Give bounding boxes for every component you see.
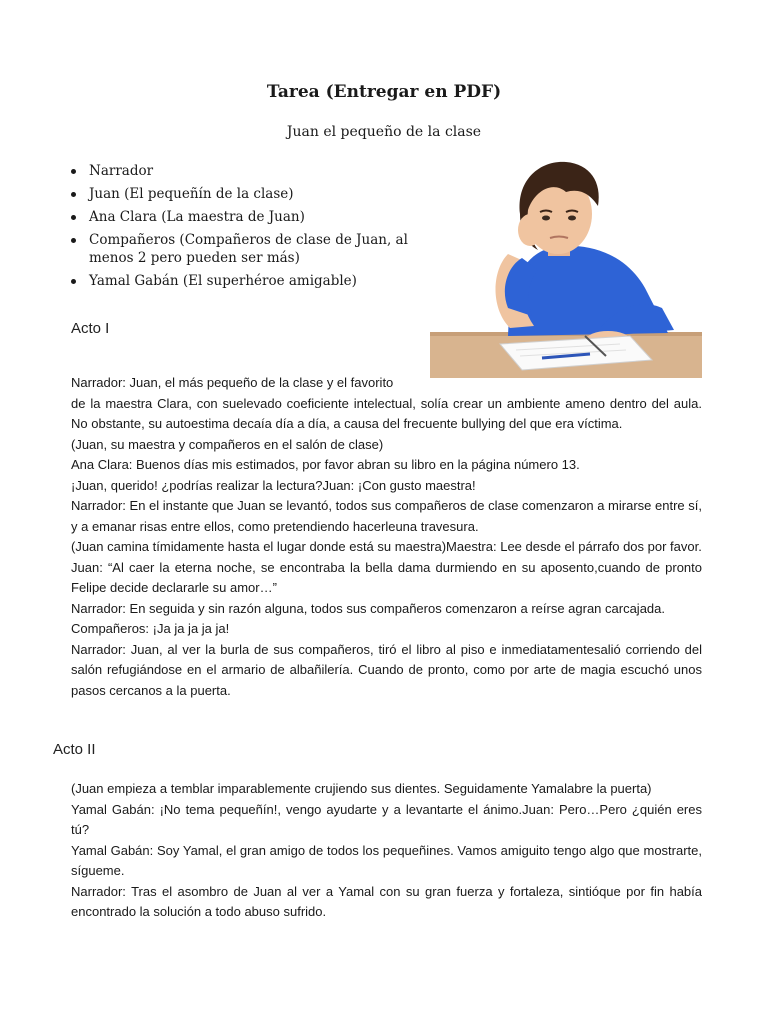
character-list-item: Narrador [70,162,420,180]
script-line: (Juan, su maestra y compañeros en el salón de clase) [71,436,384,452]
script-line-lead: Narrador: Juan, el más pequeño de la clase y el favorito [71,375,394,390]
page-title: Tarea (Entregar en PDF) [266,82,502,102]
act-two-script [71,779,702,923]
page-subtitle: Juan el pequeño de la clase [286,124,482,140]
script-line: Juan: “Al caer la eterna noche, se encontraba la bella dama durmiendo en su aposento,cuando de pronto Felipe decide declararle su amor…” [71,559,702,595]
act-heading: Acto II [53,741,96,758]
script-line: Narrador: En el instante que Juan se levantó, todos sus compañeros de clase comenzaron a mirarse entre sí, y a emanar risas entre ellos, como pretendiendo hacerleuna travesura. [71,498,702,534]
act-one-script [71,373,702,701]
script-line: Narrador: En seguida y sin razón alguna, todos sus compañeros comenzaron a reírse agran carcajada. [71,600,665,616]
bored-boy-at-desk-illustration [430,158,702,378]
script-line [71,373,702,394]
character-list-item: Juan (El pequeñín de la clase) [70,185,420,203]
script-line: Narrador: Tras el asombro de Juan al ver a Yamal con su gran fuerza y fortaleza, sintióque por fin había encontrado la solución a todo abuso sufrido. [71,883,702,919]
script-line: Yamal Gabán: Soy Yamal, el gran amigo de todos los pequeñines. Vamos amiguito tengo algo que mostrarte, sígueme. [71,842,702,878]
script-line: (Juan empieza a temblar imparablemente crujiendo sus dientes. Seguidamente Yamalabre la puerta) [71,781,652,796]
script-line: ¡Juan, querido! ¿podrías realizar la lectura?Juan: ¡Con gusto maestra! [71,477,476,493]
script-line: de la maestra Clara, con suelevado coeficiente intelectual, solía crear un ambiente ameno dentro del aula. No obstante, su autoestima decaía día a día, a causa del frecuente bullying del que era víctima. [71,395,702,431]
character-list-item: Ana Clara (La maestra de Juan) [70,208,420,226]
character-list [70,162,420,295]
script-line: Narrador: Juan, al ver la burla de sus compañeros, tiró el libro al piso e inmediatamentesalió corriendo del salón refugiándose en el armario de albañilería. Cuando de pronto, como por arte de magia escuchó unos pasos cercanos a la puerta. [71,641,702,698]
script-line: Ana Clara: Buenos días mis estimados, por favor abran su libro en la página número 13. [71,457,580,472]
script-line: Compañeros: ¡Ja ja ja ja ja! [71,621,230,636]
script-line: (Juan camina tímidamente hasta el lugar donde está su maestra)Maestra: Lee desde el párrafo dos por favor. [71,539,702,554]
character-list-item: Compañeros (Compañeros de clase de Juan, al menos 2 pero pueden ser más) [70,231,420,267]
character-list-item: Yamal Gabán (El superhéroe amigable) [70,272,420,290]
act-heading: Acto I [71,320,110,337]
script-line: Yamal Gabán: ¡No tema pequeñín!, vengo ayudarte y a levantarte el ánimo.Juan: Pero…Pero ¿quién eres tú? [71,801,702,837]
